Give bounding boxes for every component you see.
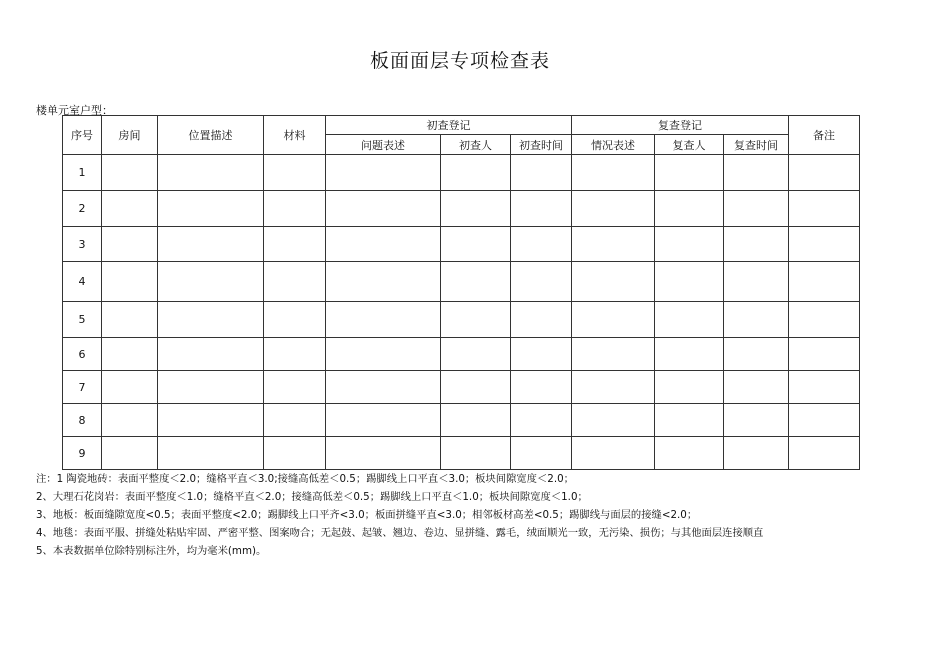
cell-initial-issue[interactable] <box>326 227 441 262</box>
row-number: 1 <box>63 155 102 191</box>
row-number: 5 <box>63 302 102 338</box>
cell-recheck-time[interactable] <box>724 227 789 262</box>
cell-recheck-time[interactable] <box>724 437 789 470</box>
cell-recheck-person[interactable] <box>655 437 724 470</box>
cell-recheck-desc[interactable] <box>572 302 655 338</box>
cell-initial-issue[interactable] <box>326 191 441 227</box>
inspection-table <box>62 115 860 470</box>
cell-recheck-time[interactable] <box>724 302 789 338</box>
table-row <box>63 338 860 371</box>
cell-remarks[interactable] <box>789 371 860 404</box>
note-line: 注：1 陶瓷地砖：表面平整度＜2.0；缝格平直＜3.0;接缝高低差＜0.5；踢脚线上口平直＜3.0；板块间隙宽度＜2.0； <box>36 473 574 485</box>
cell-recheck-person[interactable] <box>655 155 724 191</box>
cell-material[interactable] <box>264 404 326 437</box>
row-number: 8 <box>63 404 102 437</box>
table-row <box>63 227 860 262</box>
cell-position[interactable] <box>158 404 264 437</box>
cell-recheck-time[interactable] <box>724 404 789 437</box>
cell-material[interactable] <box>264 302 326 338</box>
cell-initial-time[interactable] <box>511 437 572 470</box>
note-line: 5、本表数据单位除特别标注外，均为毫米(mm)。 <box>36 545 267 557</box>
cell-initial-person[interactable] <box>441 302 511 338</box>
header-recheck-time: 复查时间 <box>724 135 789 155</box>
cell-recheck-desc[interactable] <box>572 227 655 262</box>
cell-room[interactable] <box>102 437 158 470</box>
cell-recheck-desc[interactable] <box>572 371 655 404</box>
table-row <box>63 371 860 404</box>
cell-initial-person[interactable] <box>441 155 511 191</box>
cell-initial-issue[interactable] <box>326 338 441 371</box>
note-line: 2、大理石花岗岩：表面平整度＜1.0；缝格平直＜2.0；接缝高低差＜0.5；踢脚线上口平直＜1.0；板块间隙宽度＜1.0； <box>36 491 588 503</box>
cell-recheck-person[interactable] <box>655 227 724 262</box>
cell-position[interactable] <box>158 155 264 191</box>
cell-material[interactable] <box>264 437 326 470</box>
cell-room[interactable] <box>102 155 158 191</box>
cell-remarks[interactable] <box>789 437 860 470</box>
cell-recheck-time[interactable] <box>724 338 789 371</box>
cell-recheck-person[interactable] <box>655 404 724 437</box>
cell-initial-person[interactable] <box>441 404 511 437</box>
cell-remarks[interactable] <box>789 302 860 338</box>
cell-initial-person[interactable] <box>441 191 511 227</box>
notes <box>36 470 936 560</box>
cell-recheck-person[interactable] <box>655 338 724 371</box>
cell-remarks[interactable] <box>789 338 860 371</box>
cell-material[interactable] <box>264 227 326 262</box>
cell-recheck-desc[interactable] <box>572 155 655 191</box>
cell-initial-issue[interactable] <box>326 302 441 338</box>
header-recheck-group: 复查登记 <box>572 116 789 135</box>
cell-room[interactable] <box>102 191 158 227</box>
cell-recheck-desc[interactable] <box>572 404 655 437</box>
cell-remarks[interactable] <box>789 404 860 437</box>
row-number: 6 <box>63 338 102 371</box>
header-remarks: 备注 <box>789 116 860 155</box>
cell-room[interactable] <box>102 302 158 338</box>
row-number: 3 <box>63 227 102 262</box>
table-body <box>63 155 860 470</box>
table-row <box>63 191 860 227</box>
cell-recheck-person[interactable] <box>655 191 724 227</box>
cell-initial-time[interactable] <box>511 262 572 302</box>
cell-initial-time[interactable] <box>511 371 572 404</box>
cell-initial-issue[interactable] <box>326 155 441 191</box>
cell-recheck-person[interactable] <box>655 262 724 302</box>
cell-initial-time[interactable] <box>511 302 572 338</box>
cell-remarks[interactable] <box>789 191 860 227</box>
cell-initial-issue[interactable] <box>326 404 441 437</box>
cell-position[interactable] <box>158 262 264 302</box>
cell-recheck-desc[interactable] <box>572 338 655 371</box>
cell-remarks[interactable] <box>789 227 860 262</box>
header-initial-issue: 问题表述 <box>326 135 441 155</box>
cell-room[interactable] <box>102 338 158 371</box>
unit-label: 楼单元室户型： <box>36 104 113 117</box>
row-number: 4 <box>63 262 102 302</box>
header-position: 位置描述 <box>158 116 264 155</box>
header-initial-time: 初查时间 <box>511 135 572 155</box>
cell-room[interactable] <box>102 227 158 262</box>
header-material: 材料 <box>264 116 326 155</box>
cell-initial-time[interactable] <box>511 404 572 437</box>
cell-initial-person[interactable] <box>441 437 511 470</box>
cell-initial-time[interactable] <box>511 155 572 191</box>
cell-material[interactable] <box>264 338 326 371</box>
cell-material[interactable] <box>264 262 326 302</box>
cell-initial-time[interactable] <box>511 191 572 227</box>
cell-remarks[interactable] <box>789 155 860 191</box>
cell-position[interactable] <box>158 227 264 262</box>
cell-position[interactable] <box>158 191 264 227</box>
header-initial-person: 初查人 <box>441 135 511 155</box>
cell-material[interactable] <box>264 155 326 191</box>
row-number: 9 <box>63 437 102 470</box>
cell-room[interactable] <box>102 404 158 437</box>
header-recheck-desc: 情况表述 <box>572 135 655 155</box>
cell-initial-issue[interactable] <box>326 262 441 302</box>
cell-position[interactable] <box>158 371 264 404</box>
cell-recheck-time[interactable] <box>724 371 789 404</box>
table-row <box>63 437 860 470</box>
cell-initial-person[interactable] <box>441 338 511 371</box>
cell-room[interactable] <box>102 262 158 302</box>
table-row <box>63 404 860 437</box>
cell-initial-person[interactable] <box>441 371 511 404</box>
table-row <box>63 302 860 338</box>
note-line: 3、地板：板面缝隙宽度<0.5；表面平整度<2.0；踢脚线上口平齐<3.0；板面拼缝平直<3.0；相邻板材高差<0.5；踢脚线与面层的接缝<2.0； <box>36 509 698 521</box>
cell-recheck-desc[interactable] <box>572 262 655 302</box>
cell-position[interactable] <box>158 338 264 371</box>
cell-position[interactable] <box>158 302 264 338</box>
cell-initial-time[interactable] <box>511 338 572 371</box>
header-recheck-person: 复查人 <box>655 135 724 155</box>
cell-initial-person[interactable] <box>441 227 511 262</box>
row-number: 2 <box>63 191 102 227</box>
cell-initial-person[interactable] <box>441 262 511 302</box>
cell-recheck-desc[interactable] <box>572 191 655 227</box>
cell-initial-issue[interactable] <box>326 437 441 470</box>
cell-recheck-person[interactable] <box>655 302 724 338</box>
page-title: 板面面层专项检查表 <box>369 50 550 72</box>
header-initial-group: 初查登记 <box>326 116 572 135</box>
cell-recheck-time[interactable] <box>724 191 789 227</box>
cell-material[interactable] <box>264 371 326 404</box>
table-row <box>63 262 860 302</box>
cell-room[interactable] <box>102 371 158 404</box>
cell-recheck-time[interactable] <box>724 155 789 191</box>
cell-recheck-time[interactable] <box>724 262 789 302</box>
header-seq: 序号 <box>63 116 102 155</box>
note-line: 4、地毯：表面平服、拼缝处粘贴牢固、严密平整、图案吻合；无起鼓、起皱、翘边、卷边、显拼缝、露毛，绒面顺光一致，无污染、损伤；与其他面层连接顺直 <box>36 527 764 539</box>
table-row <box>63 155 860 191</box>
cell-initial-issue[interactable] <box>326 371 441 404</box>
cell-position[interactable] <box>158 437 264 470</box>
cell-recheck-person[interactable] <box>655 371 724 404</box>
cell-remarks[interactable] <box>789 262 860 302</box>
header-room: 房间 <box>102 116 158 155</box>
cell-initial-time[interactable] <box>511 227 572 262</box>
cell-recheck-desc[interactable] <box>572 437 655 470</box>
cell-material[interactable] <box>264 191 326 227</box>
row-number: 7 <box>63 371 102 404</box>
